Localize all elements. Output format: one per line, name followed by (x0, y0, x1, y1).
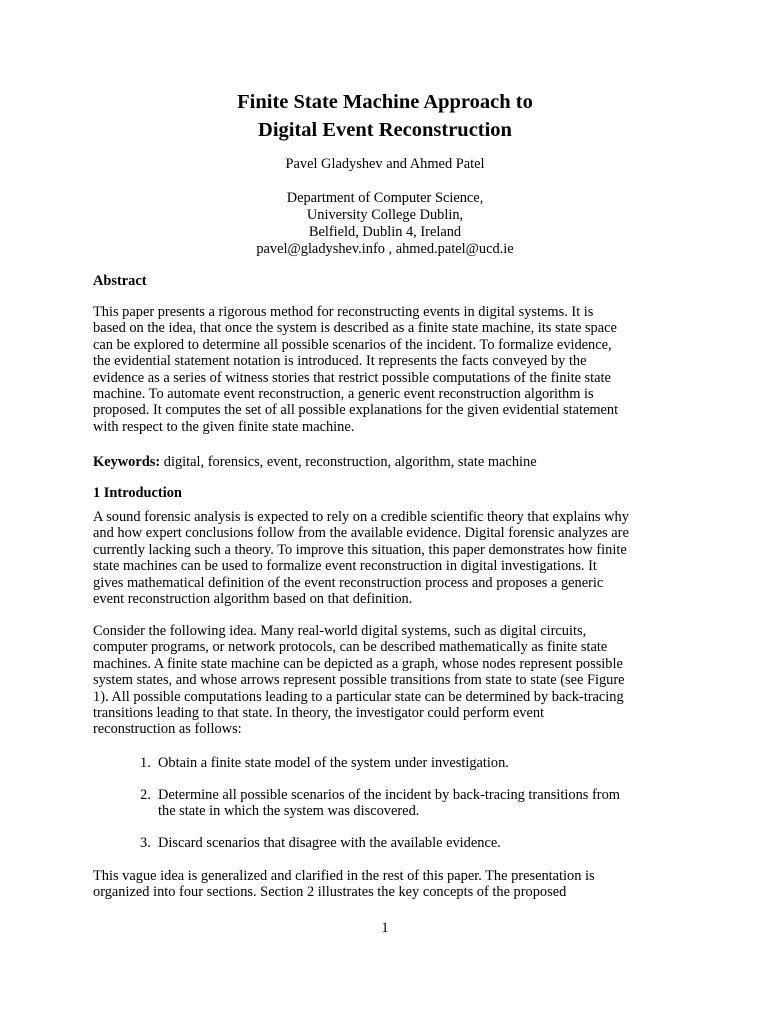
paragraph-line: A sound forensic analysis is expected to rely on a credible scientific theory that explains why (93, 509, 629, 525)
intro-paragraph-2 (93, 623, 693, 738)
page-number: 1 (381, 920, 389, 936)
list-item-number: 1. (140, 755, 151, 771)
list-item (140, 835, 700, 851)
intro-paragraph-3 (93, 868, 693, 901)
paragraph-line: gives mathematical definition of the event reconstruction process and proposes a generic (93, 574, 604, 591)
abstract-line: machine. To automate event reconstruction, a generic event reconstruction algorithm is (93, 386, 594, 403)
title-line-2: Digital Event Reconstruction (258, 119, 512, 141)
abstract-paragraph (93, 304, 693, 435)
affiliation-email: pavel@gladyshev.info , ahmed.patel@ucd.ie (256, 241, 514, 257)
affiliation-address: Belfield, Dublin 4, Ireland (308, 224, 462, 240)
affiliation-block (0, 190, 770, 258)
list-item-text: Determine all possible scenarios of the incident by back-tracing transitions from (158, 787, 620, 803)
paragraph-line: Consider the following idea. Many real-world digital systems, such as digital circuits, (93, 623, 587, 639)
abstract-line: can be explored to determine all possible scenarios of the incident. To formalize evidence, (93, 336, 612, 353)
list-item-text: the state in which the system was discovered. (158, 803, 420, 820)
paragraph-line: and how expert conclusions follow from the available evidence. Digital forensic analyzes are (93, 525, 629, 542)
keywords-label: Keywords: (93, 454, 161, 470)
paragraph-line: This vague idea is generalized and clarified in the rest of this paper. The presentation is (93, 868, 595, 884)
paragraph-line: currently lacking such a theory. To improve this situation, this paper demonstrates how finite (93, 541, 627, 558)
affiliation-department: Department of Computer Science, (286, 190, 484, 206)
list-item-number: 2. (140, 787, 151, 803)
list-item-number: 3. (140, 835, 151, 851)
paragraph-line: transitions leading to that state. In theory, the investigator could perform event (93, 705, 545, 722)
keywords-line (93, 454, 693, 470)
abstract-line: with respect to the given finite state machine. (93, 418, 355, 435)
intro-paragraph-1 (93, 509, 693, 607)
list-item-text: Obtain a finite state model of the system under investigation. (158, 755, 509, 771)
paragraph-line: state machines can be used to formalize event reconstruction in digital investigations. It (93, 558, 597, 575)
paragraph-line: organized into four sections. Section 2 illustrates the key concepts of the proposed (93, 884, 567, 901)
abstract-line: proposed. It computes the set of all possible explanations for the given evidential statement (93, 402, 619, 419)
keywords-text: digital, forensics, event, reconstruction, algorithm, state machine (160, 454, 537, 470)
abstract-line: based on the idea, that once the system is described as a finite state machine, its state space (93, 320, 617, 337)
affiliation-university: University College Dublin, (306, 207, 464, 223)
paragraph-line: computer programs, or network protocols, can be described mathematically as finite state (93, 639, 608, 656)
paragraph-line: reconstruction as follows: (93, 721, 242, 738)
abstract-line: the evidential statement notation is introduced. It represents the facts conveyed by the (93, 353, 587, 370)
paper-title (0, 88, 770, 144)
section-heading-introduction: 1 Introduction (93, 485, 182, 501)
author-list: Pavel Gladyshev and Ahmed Patel (285, 156, 485, 172)
list-item-text: Discard scenarios that disagree with the available evidence. (158, 835, 501, 851)
title-line-1: Finite State Machine Approach to (237, 91, 533, 113)
paragraph-line: event reconstruction algorithm based on that definition. (93, 591, 413, 608)
abstract-line: evidence as a series of witness stories that restrict possible computations of the finite state (93, 369, 611, 386)
paragraph-line: 1). All possible computations leading to a particular state can be determined by back-tracing (93, 688, 624, 705)
paragraph-line: system states, and whose arrows represent possible transitions from state to state (see Figure (93, 672, 625, 689)
abstract-heading: Abstract (93, 273, 147, 289)
abstract-line: This paper presents a rigorous method for reconstructing events in digital systems. It is (93, 304, 594, 320)
list-item (140, 755, 700, 771)
paragraph-line: machines. A finite state machine can be depicted as a graph, whose nodes represent possible (93, 655, 623, 672)
list-item (140, 787, 700, 820)
